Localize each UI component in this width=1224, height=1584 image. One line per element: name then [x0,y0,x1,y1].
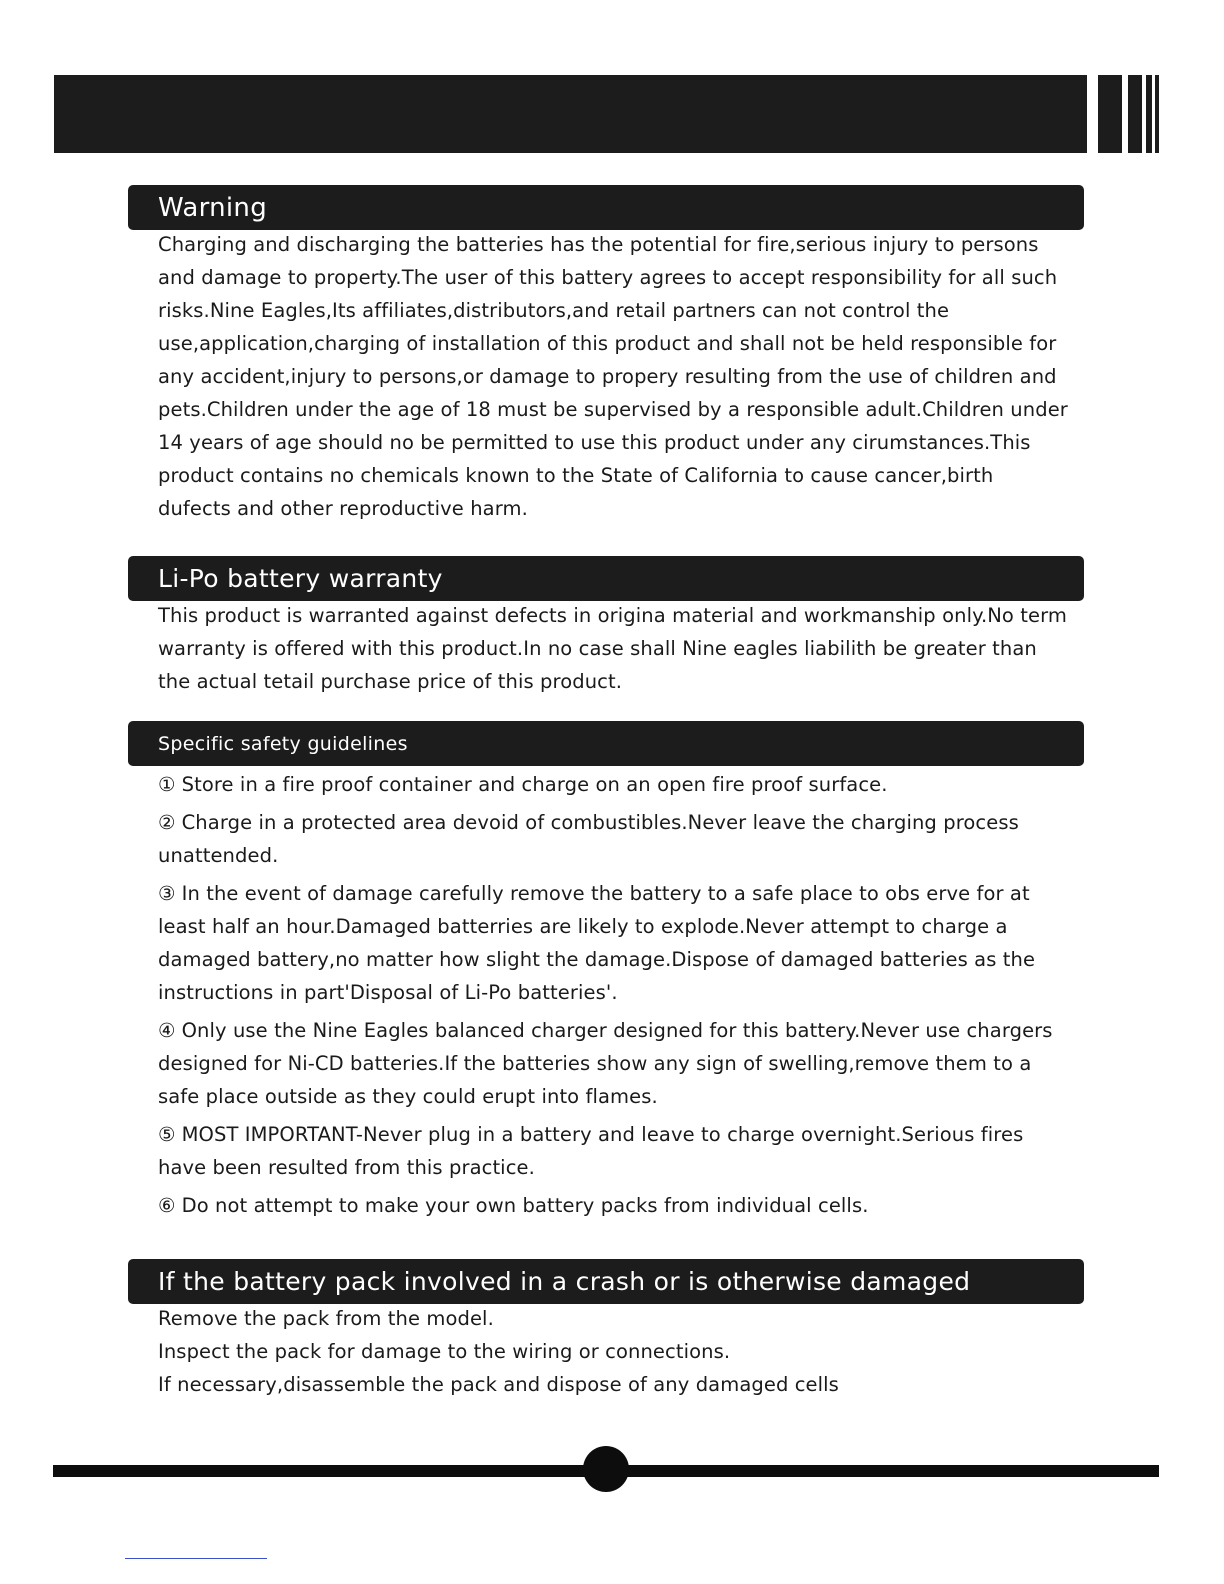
item-text: Store in a fire proof container and charge on an open fire proof surface. [181,773,888,796]
safety-heading: Specific safety guidelines [128,721,1084,766]
list-item [158,877,1068,1009]
instruction-line: Remove the pack from the model. [158,1307,494,1330]
item-number: ② [158,811,176,834]
warranty-heading: Li-Po battery warranty [128,556,1084,601]
item-text: Only use the Nine Eagles balanced charger designed for this battery.Never use chargers designed for Ni-CD batteries.If the batteries show any sign of swelling,remove them to a safe place outside as they could erupt into flames. [158,1019,1053,1108]
list-item [158,1014,1068,1113]
list-item [158,806,1068,872]
item-number: ④ [158,1019,176,1042]
item-number: ⑥ [158,1194,176,1217]
item-number: ① [158,773,176,796]
item-text: In the event of damage carefully remove the battery to a safe place to obs erve for at least half an hour.Damaged batterries are likely to explode.Never attempt to charge a damaged battery,no matter how slight the damage.Dispose of damaged batteries as the instructions in part'Disposal of Li-Po batteries'. [158,882,1036,1004]
item-text: MOST IMPORTANT-Never plug in a battery and leave to charge overnight.Serious fires have been resulted from this practice. [158,1123,1024,1179]
item-number: ③ [158,882,176,905]
header-stripe [1146,75,1152,153]
instruction-line: If necessary,disassemble the pack and dispose of any damaged cells [158,1373,839,1396]
safety-guidelines-list [158,768,1068,1227]
warning-heading: Warning [128,185,1084,230]
footer-link-underline [125,1558,267,1559]
list-item [158,1189,1068,1222]
crash-instructions [158,1302,1068,1401]
header-band [54,75,1087,153]
header-stripe [1128,75,1142,153]
item-number: ⑤ [158,1123,176,1146]
warranty-text: This product is warranted against defects in origina material and workmanship only.No term warranty is offered with this product.In no case shall Nine eagles liabilith be greater than the actual tetail purchase price of this product. [158,604,1067,693]
warning-text: Charging and discharging the batteries has the potential for fire,serious injury to persons and damage to property.The user of this battery agrees to accept responsibility for all such risks.Nine Eagles,Its affiliates,distributors,and retail partners can not control the use,application,charging of installation of this product and shall not be held responsible for any accident,injury to persons,or damage to propery resulting from the use of children and pets.Children under the age of 18 must be supervised by a responsible adult.Children under 14 years of age should no be permitted to use this product under any cirumstances.This product contains no chemicals known to the State of California to cause cancer,birth dufects and other reproductive harm. [158,233,1068,520]
item-text: Charge in a protected area devoid of combustibles.Never leave the charging process unattended. [158,811,1019,867]
list-item [158,768,1068,801]
crash-heading: If the battery pack involved in a crash or is otherwise damaged [128,1259,1084,1304]
list-item [158,1118,1068,1184]
page-marker [583,1446,629,1492]
header-stripe [1098,75,1122,153]
instruction-line: Inspect the pack for damage to the wiring or connections. [158,1340,731,1363]
item-text: Do not attempt to make your own battery packs from individual cells. [181,1194,869,1217]
header-stripe [1155,75,1159,153]
